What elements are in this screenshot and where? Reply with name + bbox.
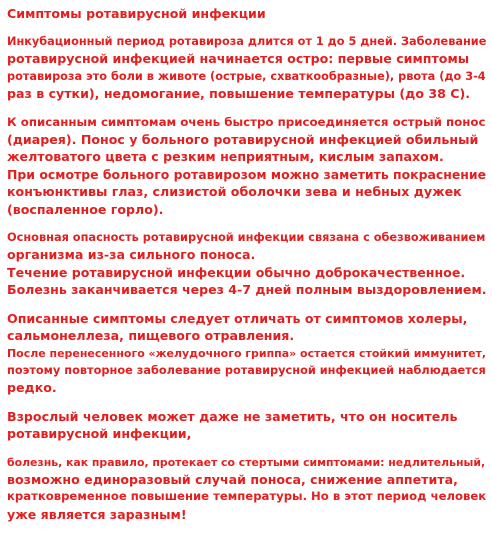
paragraph-mild-course [7, 454, 486, 524]
text-line: Взрослый человек может даже не заметить, что он носитель [7, 408, 458, 424]
paragraph-danger [7, 229, 486, 299]
text-line: раз в сутки), недомогание, повышение температуры (до 38 С). [7, 86, 471, 102]
text-line: редко. [7, 380, 57, 396]
text-line: Болезнь заканчивается через 4-7 дней полным выздоровлением. [7, 282, 487, 298]
text-line: (диарея). Понос у больного ротавирусной инфекцией обильный [7, 132, 479, 148]
text-line: ротавирусной инфекцией начинается остро: первые симптомы [7, 51, 470, 67]
text-line: Основная опасность ротавирусной инфекции связана с обезвоживанием [7, 230, 486, 245]
text-line: поэтому повторное заболевание ротавирусной инфекцией наблюдается [7, 362, 486, 377]
text-line: возможно единоразовый случай поноса, снижение аппетита, [7, 471, 458, 487]
text-line: желтоватого цвета с резким неприятным, кислым запахом. [7, 149, 444, 165]
paragraph-differential [7, 310, 486, 397]
text-line: Течение ротавирусной инфекции обычно доброкачественное. [7, 264, 466, 280]
text-line: уже является заразным! [7, 506, 187, 522]
text-line: После перенесенного «желудочного гриппа» остается стойкий иммунитет, [7, 346, 487, 360]
paragraph-diarrhea [7, 114, 486, 218]
document-title: Симптомы ротавирусной инфекции [7, 6, 266, 21]
text-line: К описанным симптомам очень быстро присоединяется острый понос [7, 114, 486, 129]
text-line: (воспаленное горло). [7, 201, 164, 217]
paragraph-incubation [7, 33, 486, 103]
text-line: Инкубационный период ротавироза длится от 1 до 5 дней. Заболевание [7, 35, 487, 48]
text-line: кратковременное повышение температуры. Но в этот период человек [7, 489, 487, 504]
text-line: сальмонеллеза, пищевого отравления. [7, 328, 295, 344]
paragraph-adult-carrier [7, 408, 486, 443]
text-line: При осмотре больного ротавирозом можно заметить покраснение [7, 166, 487, 182]
text-line: ротавироза это боли в животе (острые, схваткообразные), рвота (до 3-4 [7, 69, 486, 83]
text-line: болезнь, как правило, протекает со стертыми симптомами: недлительный, [7, 455, 486, 469]
text-line: конъюнктивы глаз, слизистой оболочки зева и небных дужек [7, 184, 462, 200]
text-line: организма из-за сильного поноса. [7, 247, 256, 263]
text-line: ротавирусной инфекции, [7, 426, 192, 442]
text-line: Описанные симптомы следует отличать от симптомов холеры, [7, 310, 468, 326]
